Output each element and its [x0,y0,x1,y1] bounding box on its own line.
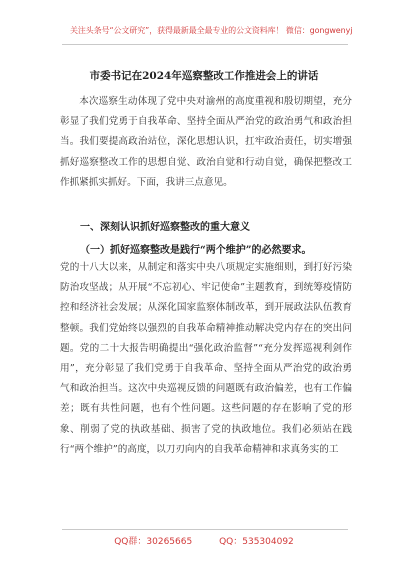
section-heading: 一、深刻认识抓好巡察整改的重大意义 [80,222,250,233]
body-paragraph: 党的十八大以来，从制定和落实中央八项规定实施细则，到打好污染防治攻坚战；从开展“不忘初心、牢记使命”主题教育，到统筹疫情防控和经济社会发展；从深化国家监察体制改革，到开展政法队伍教育整顿。我们党始终以强烈的自我革命精神推动解决党内存在的突出问题。党的二十大报告明确提出“强化政治监督”“充分发挥巡视利剑作用”，充分彰显了我们党勇于自我革命、坚持全面从严治党的政治勇气和政治担当。这次中央巡视反馈的问题既有政治偏差，也有工作偏差；既有共性问题，也有个性问题。这些问题的存在影响了党的形象、削弱了党的执政基础、损害了党的执政地位。我们必须站在践行“两个维护”的高度，以刀刃向内的自我革命精神和求真务实的工 [60,262,352,455]
header-divider [62,44,348,45]
header-banner: 关注头条号“公文研究”，获得最新最全最专业的公文资料库！ 微信：gongwenyj [70,26,353,35]
footer-qq-group: QQ群：30265665 [114,537,193,547]
sub-heading: （一）抓好巡察整改是践行“两个维护”的必然要求。 [80,245,312,256]
footer-qq: QQ：535304092 [219,537,294,547]
intro-paragraph: 本次巡察生动体现了党中央对渝州的高度重视和殷切期望，充分彰显了我们党勇于自我革命、坚持全面从严治党的政治勇气和政治担当。我们要提高政治站位，深化思想认识，扛牢政治责任，切实增强抓好巡察整改工作的思想自觉、政治自觉和行动自觉，确保把整改工作抓紧抓实抓好。下面，我讲三点意见。 [60,96,352,188]
footer-contact [0,534,408,547]
document-title: 市委书记在2024年巡察整改工作推进会上的讲话 [89,70,319,82]
footer-divider [62,529,348,530]
